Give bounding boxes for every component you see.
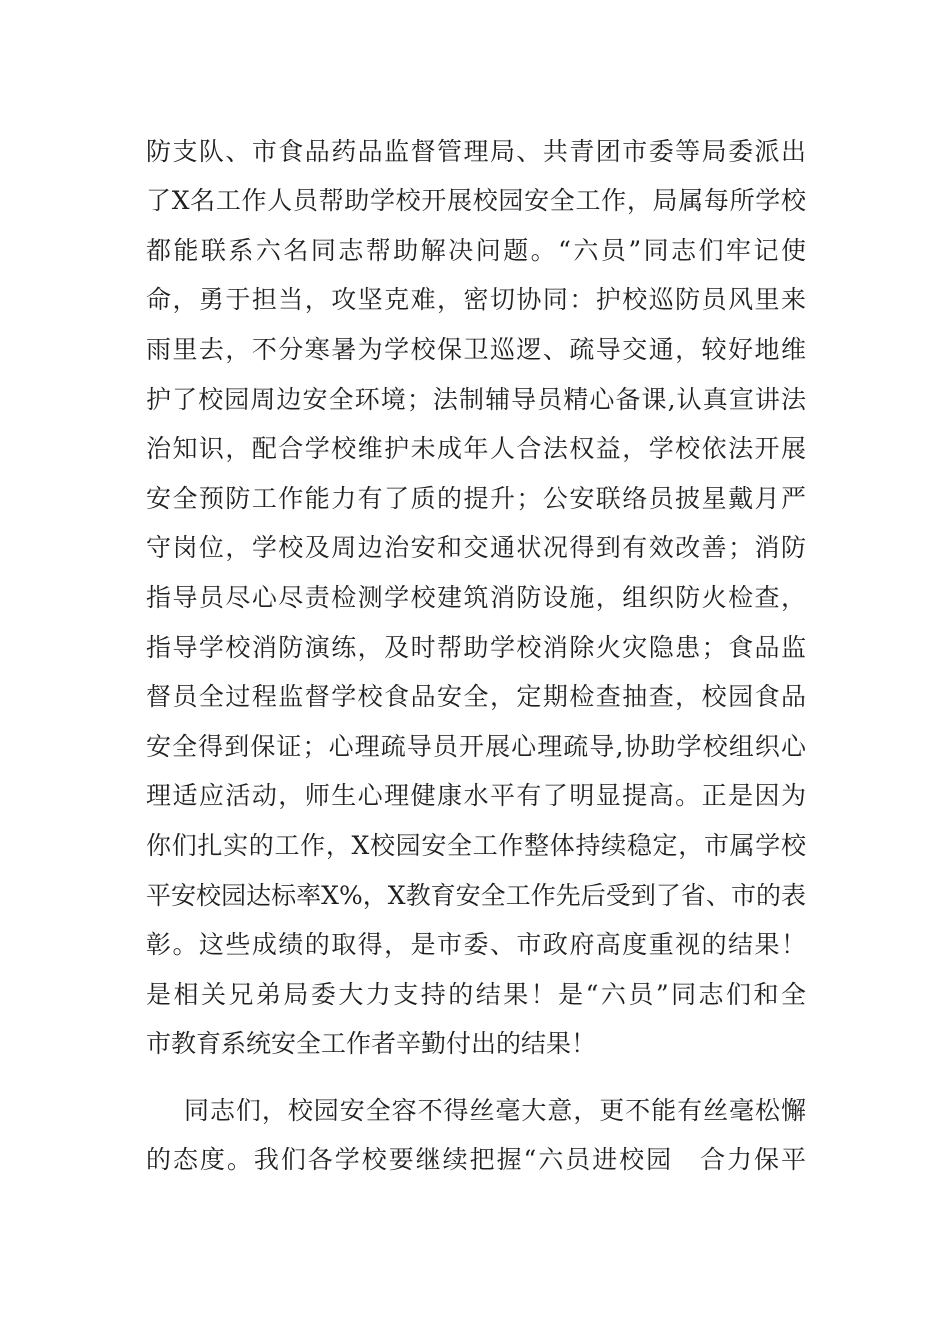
paragraph-line-15: 你们扎实的工作，X校园安全工作整体持续稳定，市属学校 <box>146 831 806 860</box>
paragraph-line-2: 了X名工作人员帮助学校开展校园安全工作，局属每所学校 <box>146 186 806 215</box>
paragraph-line-19: 市教育系统安全工作者辛勤付出的结果！ <box>146 1029 597 1058</box>
paragraph-line-7: 治知识，配合学校维护未成年人合法权益，学校依法开展 <box>146 434 806 463</box>
paragraph-line-13: 安全得到保证；心理疏导员开展心理疏导,协助学校组织心 <box>146 732 806 761</box>
paragraph-line-6: 护了校园周边安全环境；法制辅导员精心备课,认真宣讲法 <box>146 385 806 414</box>
paragraph-line-11: 指导学校消防演练，及时帮助学校消除火灾隐患；食品监 <box>146 633 806 662</box>
paragraph-line-10: 指导员尽心尽责检测学校建筑消防设施，组织防火检查， <box>146 583 806 612</box>
paragraph-line-12: 督员全过程监督学校食品安全，定期检查抽查，校园食品 <box>146 682 806 711</box>
paragraph-line-18: 是相关兄弟局委大力支持的结果！是“六员”同志们和全 <box>146 980 806 1009</box>
paragraph-line-14: 理适应活动，师生心理健康水平有了明显提高。正是因为 <box>146 781 806 810</box>
paragraph-2-line-1: 同志们，校园安全容不得丝毫大意，更不能有丝毫松懈 <box>184 1096 806 1125</box>
paragraph-line-16: 平安校园达标率X%，X教育安全工作先后受到了省、市的表 <box>146 881 806 910</box>
paragraph-line-8: 安全预防工作能力有了质的提升；公安联络员披星戴月严 <box>146 484 806 513</box>
paragraph-2-line-2: 的态度。我们各学校要继续把握“六员进校园 合力保平 <box>146 1145 806 1174</box>
paragraph-line-4: 命，勇于担当，攻坚克难，密切协同：护校巡防员风里来 <box>146 285 806 314</box>
paragraph-line-1: 防支队、市食品药品监督管理局、共青团市委等局委派出 <box>146 137 806 166</box>
paragraph-line-5: 雨里去，不分寒暑为学校保卫巡逻、疏导交通，较好地维 <box>146 335 806 364</box>
paragraph-line-17: 彰。这些成绩的取得，是市委、市政府高度重视的结果！ <box>146 930 806 959</box>
paragraph-line-9: 守岗位，学校及周边治安和交通状况得到有效改善；消防 <box>146 533 806 562</box>
paragraph-line-3: 都能联系六名同志帮助解决问题。“六员”同志们牢记使 <box>146 236 806 265</box>
